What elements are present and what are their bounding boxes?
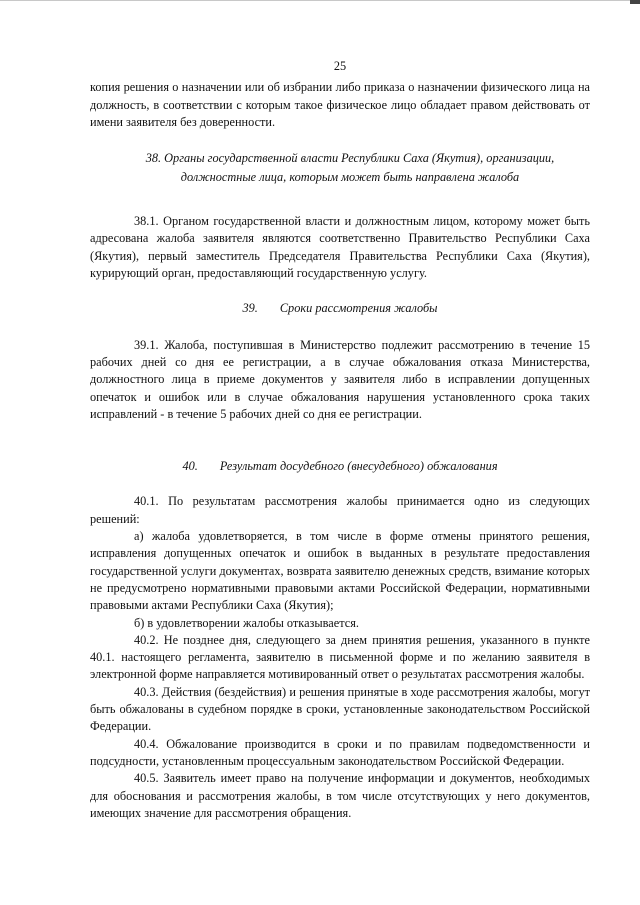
page-number: 25 (333, 59, 347, 73)
section-39-number: 39. (242, 301, 258, 316)
scan-corner-mark (630, 0, 640, 4)
section-39-heading (90, 300, 590, 317)
section-40-heading (90, 458, 590, 475)
section-40-title: Результат досудебного (внесудебного) обжалования (219, 459, 498, 474)
section-39-title: Сроки рассмотрения жалобы (279, 301, 438, 316)
paragraph-40-4: 40.4. Обжалование производится в сроки и по правилам подведомственности и подсудности, установленным процессуальным законодательством Российской Федерации. (90, 736, 590, 768)
section-38-heading-line1: 38. Органы государственной власти Республики Саха (Якутия), организации, (145, 151, 555, 166)
section-38-heading-line2: должностные лица, которым может быть направлена жалоба (180, 169, 520, 184)
scan-top-edge (0, 0, 640, 1)
paragraph-40-3: 40.3. Действия (бездействия) и решения принятые в ходе рассмотрения жалобы, могут быть обжалованы в судебном порядке в сроки, установленные законодательством Российской Федерации. (90, 684, 590, 734)
section-38-heading (90, 149, 590, 186)
paragraph-39-1: 39.1. Жалоба, поступившая в Министерство подлежит рассмотрению в течение 15 рабочих дней со дня ее регистрации, а в случае обжалования отказа Министерства, должностного лица в приеме документов у заявителя либо в исправлении допущенных опечаток и ошибок или в случае обжалования нарушения установленного срока таких исправлений - в течение 5 рабочих дней со дня ее регистрации. (90, 337, 590, 421)
paragraph-40-5: 40.5. Заявитель имеет право на получение информации и документов, необходимых для обоснования и рассмотрения жалобы, в том числе отсутствующих у него документов, имеющих значение для рассмотрения обращения. (90, 771, 590, 820)
intro-paragraph: копия решения о назначении или об избрании либо приказа о назначении физического лица на должность, в соответствии с которым такое физическое лицо обладает правом действовать от имени заявителя без доверенности. (90, 80, 590, 129)
document-page (90, 58, 590, 822)
paragraph-38-1: 38.1. Органом государственной власти и должностным лицом, которому может быть адресована жалоба заявителя являются соответственно Правительство Республики Саха (Якутия), первый заместитель Председателя Правительства Республики Саха (Якутия), курирующий орган, предоставляющий государственную услугу. (90, 214, 590, 281)
paragraph-40-1-b: б) в удовлетворении жалобы отказывается. (134, 615, 359, 630)
paragraph-40-2: 40.2. Не позднее дня, следующего за днем принятия решения, указанного в пункте 40.1. настоящего регламента, заявителю в письменной форме и по желанию заявителя в электронной форме направляется мотивированный ответ о результатах рассмотрения жалобы. (90, 632, 590, 682)
paragraph-40-1: 40.1. По результатам рассмотрения жалобы принимается одно из следующих решений: (90, 494, 590, 526)
section-40-number: 40. (182, 459, 198, 474)
paragraph-40-1-a: а) жалоба удовлетворяется, в том числе в форме отмены принятого решения, исправления допущенных опечаток и ошибок в выданных в результате предоставления государственной услуги документах, возврата заявителю денежных средств, взимание которых не предусмотрено нормативными правовыми актами Российской Федерации, нормативными правовыми актами Республики Саха (Якутия); (90, 529, 590, 613)
